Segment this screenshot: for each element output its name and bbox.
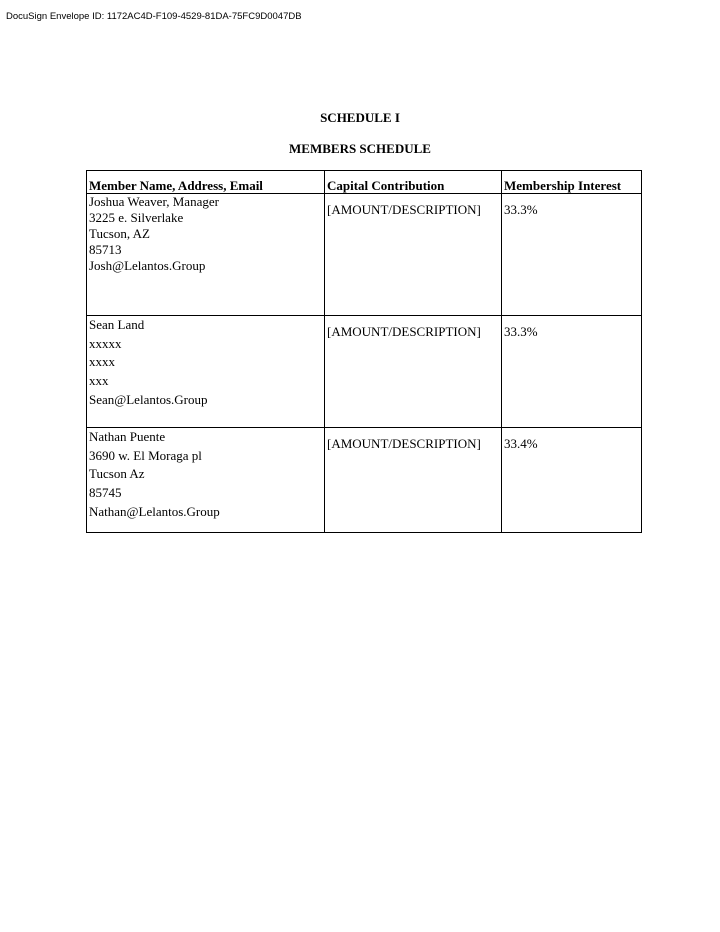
member-cell: [87, 428, 325, 533]
interest-cell: [502, 194, 642, 316]
interest-value: 33.3%: [504, 202, 538, 217]
member-email: Sean@Lelantos.Group: [89, 391, 208, 407]
table-row: [87, 428, 642, 533]
capital-value: [AMOUNT/DESCRIPTION]: [327, 324, 481, 339]
envelope-id: DocuSign Envelope ID: 1172AC4D-F109-4529-81DA-75FC9D0047DB: [6, 11, 302, 22]
interest-value: 33.3%: [504, 324, 538, 339]
capital-cell: [325, 428, 502, 533]
interest-cell: [502, 316, 642, 428]
table-row: [87, 316, 642, 428]
capital-value: [AMOUNT/DESCRIPTION]: [327, 202, 481, 217]
members-table: [86, 170, 642, 533]
capital-cell: [325, 194, 502, 316]
member-email: Josh@Lelantos.Group: [89, 258, 206, 273]
member-cell: [87, 194, 325, 316]
capital-value: [AMOUNT/DESCRIPTION]: [327, 436, 481, 451]
table-row: [87, 194, 642, 316]
member-address-line: xxxx: [89, 354, 115, 370]
member-address-line: Tucson Az: [89, 466, 145, 482]
member-cell: [87, 316, 325, 428]
member-email: Nathan@Lelantos.Group: [89, 503, 220, 519]
member-name: Sean Land: [89, 317, 145, 332]
member-address-line: xxx: [89, 373, 109, 389]
interest-cell: [502, 428, 642, 533]
header-interest: Membership Interest: [502, 171, 642, 194]
header-capital: Capital Contribution: [325, 171, 502, 194]
header-row: [87, 171, 642, 194]
member-address-line: xxxxx: [89, 335, 122, 351]
schedule-title: SCHEDULE I: [320, 110, 400, 125]
member-name: Nathan Puente: [89, 429, 166, 444]
member-address-line: 3690 w. El Moraga pl: [89, 447, 202, 463]
header-member: Member Name, Address, Email: [87, 171, 325, 194]
member-address-line: Tucson, AZ: [89, 226, 150, 241]
member-name: Joshua Weaver, Manager: [89, 194, 219, 209]
schedule-subtitle: MEMBERS SCHEDULE: [289, 141, 431, 156]
member-address-line: 3225 e. Silverlake: [89, 210, 184, 225]
interest-value: 33.4%: [504, 436, 538, 451]
member-address-line: 85745: [89, 485, 122, 501]
capital-cell: [325, 316, 502, 428]
member-address-line: 85713: [89, 242, 122, 257]
